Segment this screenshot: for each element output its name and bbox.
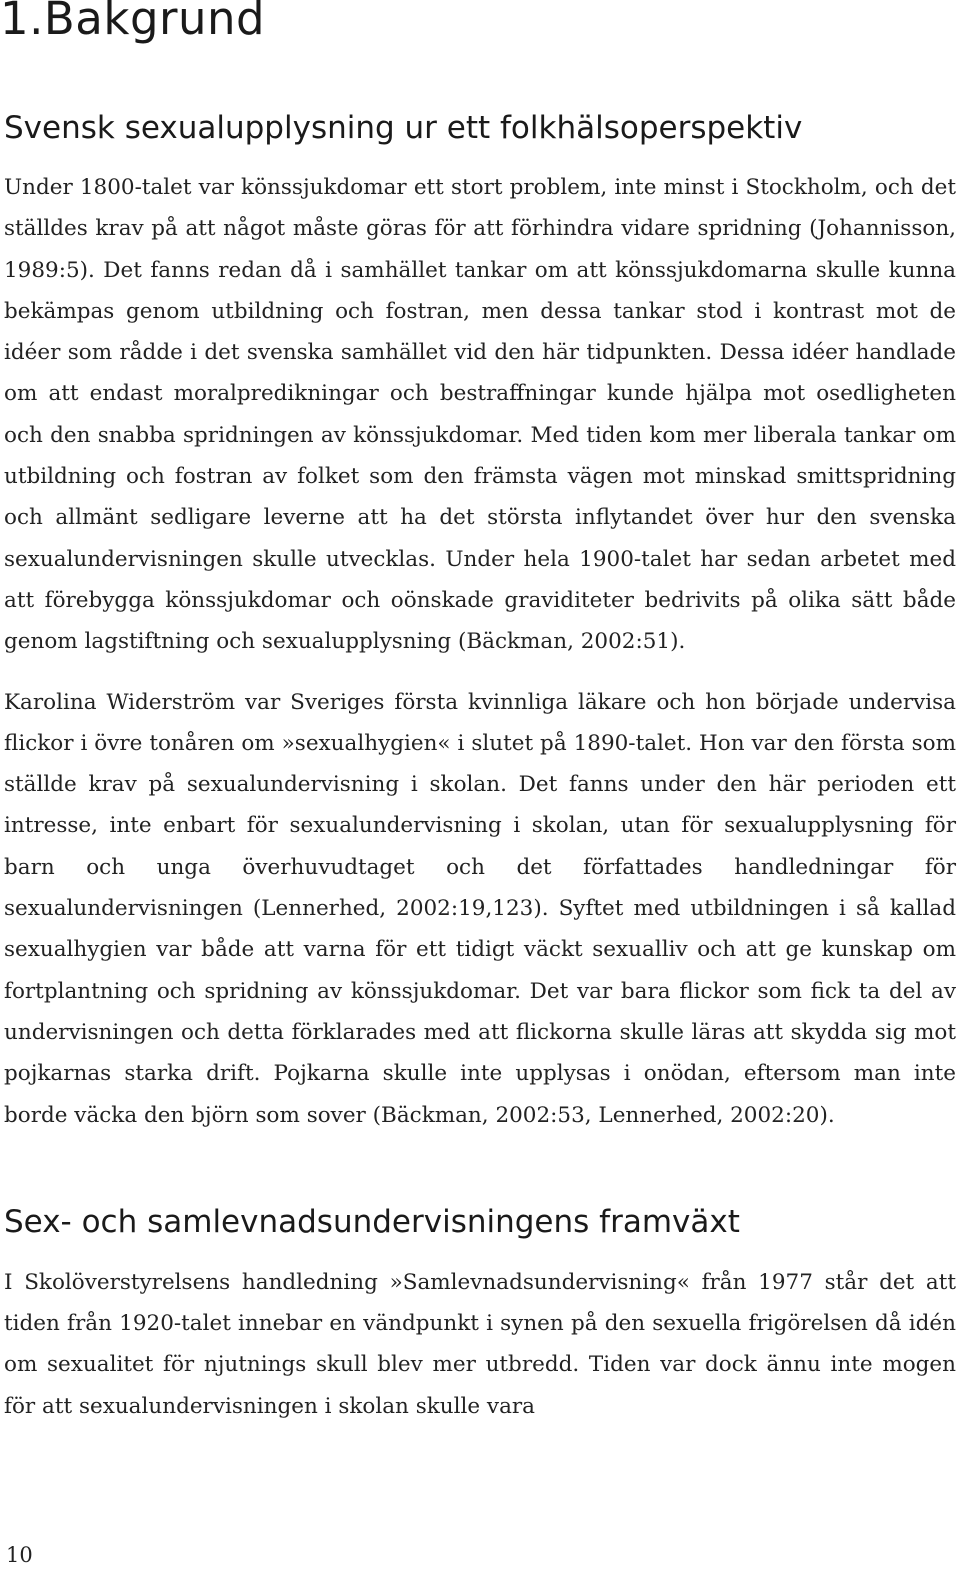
body-paragraph: I Skolöverstyrelsens handledning »Samlevnadsundervisning« från 1977 står det att tiden från 1920-talet innebar en vändpunkt i synen på den sexuella frigörelsen då idén om sexualitet för njutnings skull blev mer utbredd. Tiden var dock ännu inte mogen för att sexualundervisningen i skolan skulle vara [4, 1269, 956, 1419]
page-number: 10 [6, 1543, 33, 1567]
body-paragraph: Under 1800-talet var könssjukdomar ett stort problem, inte minst i Stockholm, och det ställdes krav på att något måste göras för att förhindra vidare spridning (Johannisson, 1989:5). Det fanns redan då i samhället tankar om att könssjukdomarna skulle kunna bekämpas genom utbildning och fostran, men dessa tankar stod i kontrast mot de idéer som rådde i det svenska samhället vid den här tidpunkten. Dessa idéer handlade om att endast moralpredikningar och bestraffningar kunde hjälpa mot osedligheten och den snabba spridningen av könssjukdomar. Med tiden kom mer liberala tankar om utbildning och fostran av folket som den främsta vägen mot minskad smittspridning och allmänt sedligare leverne att ha det största inflytandet över hur den svenska sexualundervisningen skulle utvecklas. Under hela 1900-talet har sedan arbetet med att förebygga könssjukdomar och oönskade graviditeter bedrivits på olika sätt både genom lagstiftning och sexualupplysning (Bäckman, 2002:51). [4, 175, 956, 655]
body-paragraph: Karolina Widerström var Sveriges första kvinnliga läkare och hon började undervisa flickor i övre tonåren om »sexualhygien« i slutet på 1890-talet. Hon var den första som ställde krav på sexualundervisning i skolan. Det fanns under den här perioden ett intresse, inte enbart för sexualundervisning i skolan, utan för sexualupplysning för barn och unga överhuvudtaget och det författades handledningar för sexualundervisningen (Lennerhed, 2002:19,123). Syftet med utbildningen i så kallad sexualhygien var både att varna för ett tidigt väckt sexualliv och att ge kunskap om fortplantning och spridning av könssjukdomar. Det var bara flickor som fick ta del av undervisningen och detta förklarades med att flickorna skulle läras att skydda sig mot pojkarnas starka drift. Pojkarna skulle inte upplysas i onödan, eftersom man inte borde väcka den björn som sover (Bäckman, 2002:53, Lennerhed, 2002:20). [4, 689, 956, 1128]
chapter-title: 1.Bakgrund [0, 0, 266, 45]
section-heading: Sex- och samlevnadsundervisningens framväxt [4, 1203, 740, 1240]
section-heading: Svensk sexualupplysning ur ett folkhälsoperspektiv [4, 110, 803, 146]
